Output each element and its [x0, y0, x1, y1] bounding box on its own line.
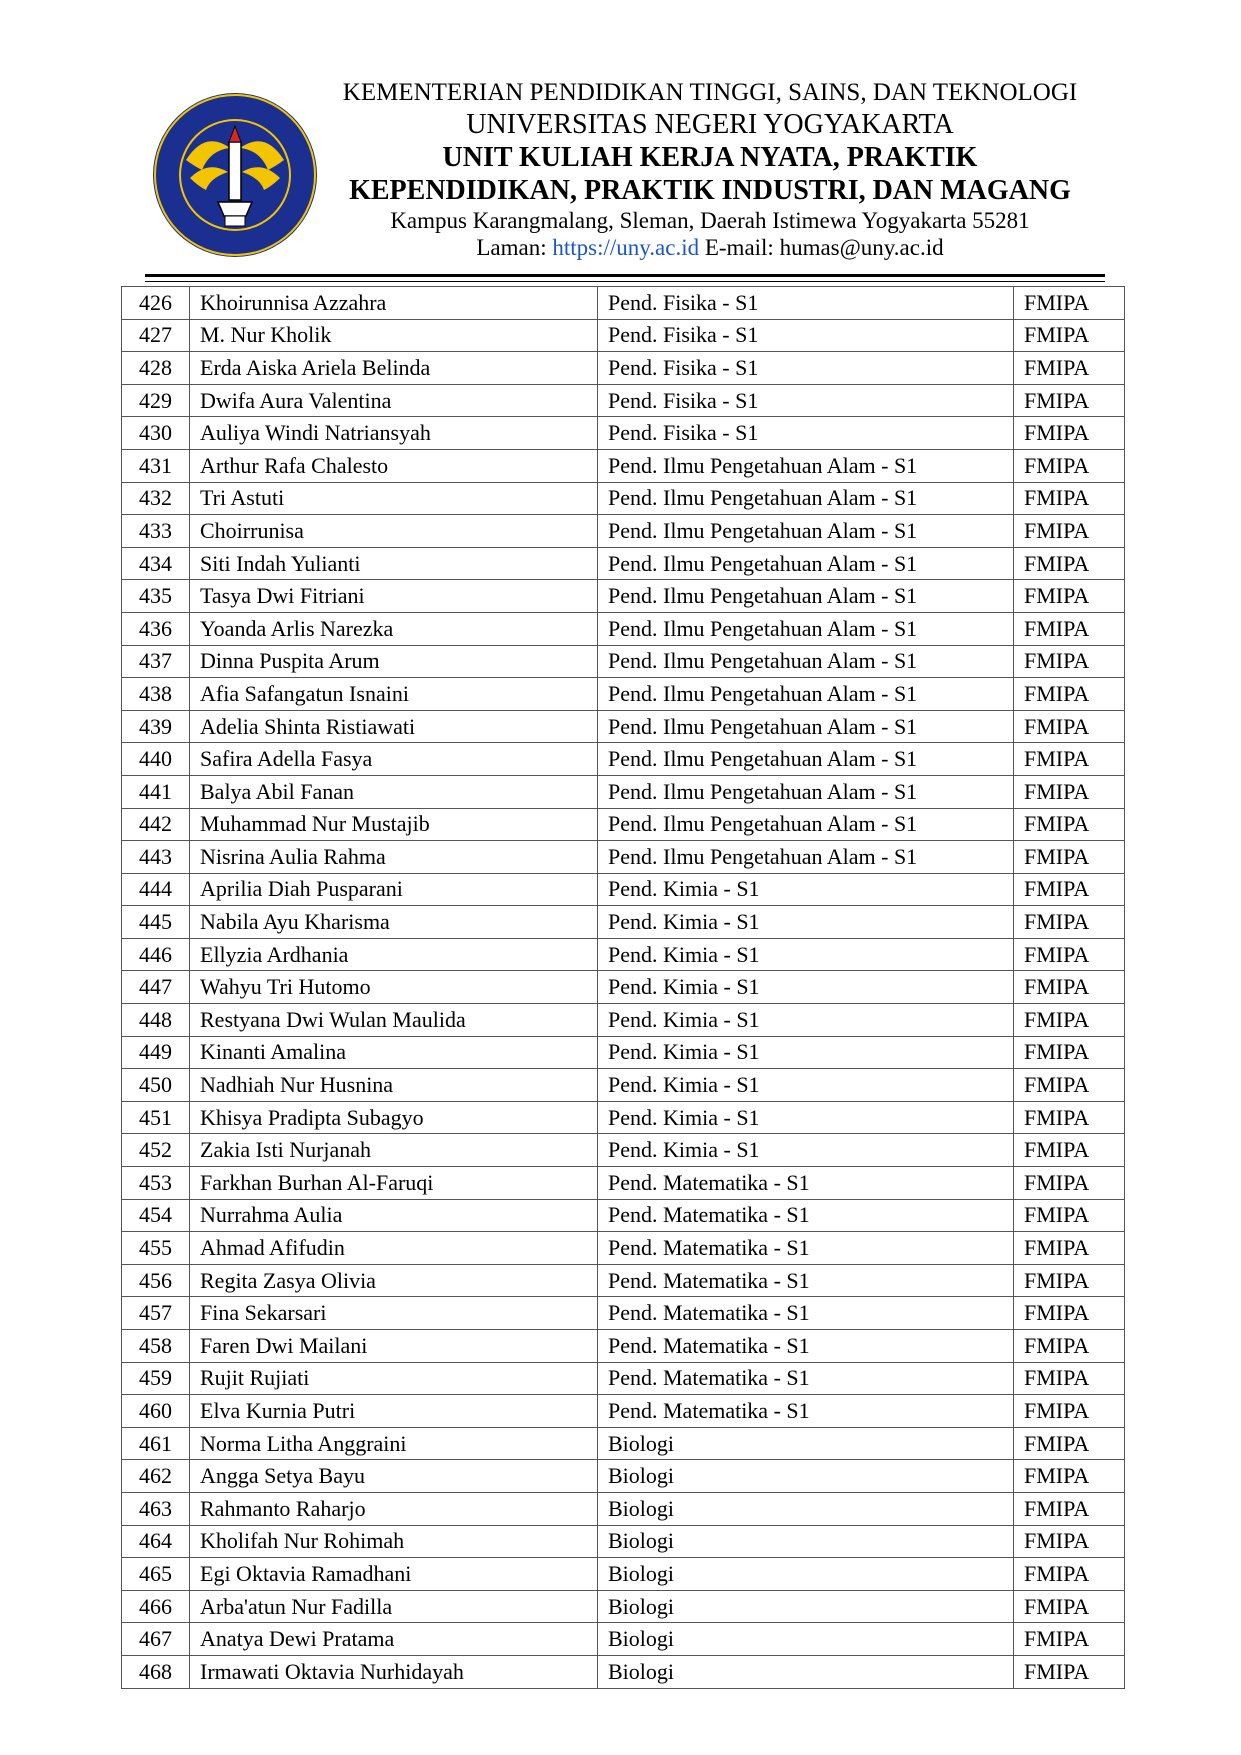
- row-number: 432: [122, 482, 190, 515]
- faculty: FMIPA: [1014, 1232, 1125, 1265]
- faculty: FMIPA: [1014, 1590, 1125, 1623]
- study-program: Biologi: [598, 1655, 1014, 1688]
- row-number: 461: [122, 1427, 190, 1460]
- faculty: FMIPA: [1014, 1655, 1125, 1688]
- student-name: Choirrunisa: [190, 515, 598, 548]
- row-number: 436: [122, 612, 190, 645]
- row-number: 448: [122, 1004, 190, 1037]
- table-row: [122, 1395, 1125, 1428]
- student-name: Nadhiah Nur Husnina: [190, 1069, 598, 1102]
- study-program: Biologi: [598, 1427, 1014, 1460]
- table-row: [122, 1167, 1125, 1200]
- row-number: 428: [122, 352, 190, 385]
- study-program: Biologi: [598, 1590, 1014, 1623]
- row-number: 445: [122, 906, 190, 939]
- student-name: Irmawati Oktavia Nurhidayah: [190, 1655, 598, 1688]
- row-number: 439: [122, 710, 190, 743]
- faculty: FMIPA: [1014, 1134, 1125, 1167]
- row-number: 464: [122, 1525, 190, 1558]
- row-number: 433: [122, 515, 190, 548]
- table-row: [122, 873, 1125, 906]
- faculty: FMIPA: [1014, 743, 1125, 776]
- study-program: Pend. Kimia - S1: [598, 1036, 1014, 1069]
- student-name: Egi Oktavia Ramadhani: [190, 1558, 598, 1591]
- faculty: FMIPA: [1014, 710, 1125, 743]
- table-row: [122, 1069, 1125, 1102]
- row-number: 431: [122, 449, 190, 482]
- table-row: [122, 1558, 1125, 1591]
- student-name: Adelia Shinta Ristiawati: [190, 710, 598, 743]
- row-number: 462: [122, 1460, 190, 1493]
- study-program: Pend. Ilmu Pengetahuan Alam - S1: [598, 547, 1014, 580]
- row-number: 450: [122, 1069, 190, 1102]
- faculty: FMIPA: [1014, 482, 1125, 515]
- table-row: [122, 612, 1125, 645]
- student-name: Arba'atun Nur Fadilla: [190, 1590, 598, 1623]
- faculty: FMIPA: [1014, 808, 1125, 841]
- address: Kampus Karangmalang, Sleman, Daerah Istimewa Yogyakarta 55281: [390, 207, 1030, 233]
- study-program: Biologi: [598, 1492, 1014, 1525]
- student-name: Ahmad Afifudin: [190, 1232, 598, 1265]
- table-row: [122, 1525, 1125, 1558]
- table-row: [122, 1297, 1125, 1330]
- ministry-name: KEMENTERIAN PENDIDIKAN TINGGI, SAINS, DAN TEKNOLOGI: [342, 79, 1078, 106]
- row-number: 467: [122, 1623, 190, 1656]
- faculty: FMIPA: [1014, 1069, 1125, 1102]
- table-row: [122, 1427, 1125, 1460]
- faculty: FMIPA: [1014, 1167, 1125, 1200]
- row-number: 430: [122, 417, 190, 450]
- student-name: Siti Indah Yulianti: [190, 547, 598, 580]
- student-name: Khisya Pradipta Subagyo: [190, 1101, 598, 1134]
- study-program: Pend. Matematika - S1: [598, 1167, 1014, 1200]
- study-program: Pend. Matematika - S1: [598, 1297, 1014, 1330]
- table-row: [122, 775, 1125, 808]
- table-row: [122, 287, 1125, 320]
- faculty: FMIPA: [1014, 319, 1125, 352]
- faculty: FMIPA: [1014, 1623, 1125, 1656]
- unit-name-line-2: KEPENDIDIKAN, PRAKTIK INDUSTRI, DAN MAGANG: [349, 174, 1071, 206]
- row-number: 460: [122, 1395, 190, 1428]
- faculty: FMIPA: [1014, 515, 1125, 548]
- table-row: [122, 1590, 1125, 1623]
- faculty: FMIPA: [1014, 1558, 1125, 1591]
- student-name: Balya Abil Fanan: [190, 775, 598, 808]
- faculty: FMIPA: [1014, 775, 1125, 808]
- student-name: Angga Setya Bayu: [190, 1460, 598, 1493]
- row-number: 457: [122, 1297, 190, 1330]
- student-name: Tasya Dwi Fitriani: [190, 580, 598, 613]
- row-number: 441: [122, 775, 190, 808]
- study-program: Pend. Ilmu Pengetahuan Alam - S1: [598, 645, 1014, 678]
- student-name: Farkhan Burhan Al-Faruqi: [190, 1167, 598, 1200]
- university-logo: [150, 90, 320, 260]
- faculty: FMIPA: [1014, 1036, 1125, 1069]
- table-row: [122, 1264, 1125, 1297]
- row-number: 440: [122, 743, 190, 776]
- table-row: [122, 1134, 1125, 1167]
- faculty: FMIPA: [1014, 1362, 1125, 1395]
- study-program: Pend. Ilmu Pengetahuan Alam - S1: [598, 841, 1014, 874]
- study-program: Pend. Kimia - S1: [598, 906, 1014, 939]
- row-number: 466: [122, 1590, 190, 1623]
- web-label: Laman:: [476, 234, 547, 260]
- row-number: 455: [122, 1232, 190, 1265]
- student-name: Norma Litha Anggraini: [190, 1427, 598, 1460]
- student-name: Auliya Windi Natriansyah: [190, 417, 598, 450]
- student-name: Erda Aiska Ariela Belinda: [190, 352, 598, 385]
- table-row: [122, 645, 1125, 678]
- student-name: Arthur Rafa Chalesto: [190, 449, 598, 482]
- table-row: [122, 1004, 1125, 1037]
- student-name: Safira Adella Fasya: [190, 743, 598, 776]
- study-program: Biologi: [598, 1623, 1014, 1656]
- student-name: Anatya Dewi Pratama: [190, 1623, 598, 1656]
- table-row: [122, 1199, 1125, 1232]
- study-program: Pend. Fisika - S1: [598, 319, 1014, 352]
- study-program: Pend. Ilmu Pengetahuan Alam - S1: [598, 743, 1014, 776]
- student-name: Muhammad Nur Mustajib: [190, 808, 598, 841]
- student-name: Rujit Rujiati: [190, 1362, 598, 1395]
- study-program: Pend. Ilmu Pengetahuan Alam - S1: [598, 580, 1014, 613]
- table-row: [122, 710, 1125, 743]
- faculty: FMIPA: [1014, 287, 1125, 320]
- row-number: 451: [122, 1101, 190, 1134]
- row-number: 454: [122, 1199, 190, 1232]
- faculty: FMIPA: [1014, 645, 1125, 678]
- study-program: Pend. Matematika - S1: [598, 1264, 1014, 1297]
- table-row: [122, 1460, 1125, 1493]
- faculty: FMIPA: [1014, 449, 1125, 482]
- row-number: 452: [122, 1134, 190, 1167]
- student-name: Ellyzia Ardhania: [190, 938, 598, 971]
- table-row: [122, 515, 1125, 548]
- faculty: FMIPA: [1014, 841, 1125, 874]
- row-number: 435: [122, 580, 190, 613]
- study-program: Pend. Ilmu Pengetahuan Alam - S1: [598, 775, 1014, 808]
- study-program: Pend. Ilmu Pengetahuan Alam - S1: [598, 710, 1014, 743]
- student-name: Khoirunnisa Azzahra: [190, 287, 598, 320]
- student-name: Faren Dwi Mailani: [190, 1330, 598, 1363]
- table-row: [122, 352, 1125, 385]
- student-name: Dinna Puspita Arum: [190, 645, 598, 678]
- table-row: [122, 906, 1125, 939]
- student-name: Nurrahma Aulia: [190, 1199, 598, 1232]
- faculty: FMIPA: [1014, 384, 1125, 417]
- student-name: Dwifa Aura Valentina: [190, 384, 598, 417]
- row-number: 443: [122, 841, 190, 874]
- study-program: Pend. Ilmu Pengetahuan Alam - S1: [598, 612, 1014, 645]
- contact-line: [300, 234, 1120, 261]
- student-name: Kholifah Nur Rohimah: [190, 1525, 598, 1558]
- study-program: Pend. Kimia - S1: [598, 873, 1014, 906]
- table-row: [122, 1362, 1125, 1395]
- study-program: Pend. Fisika - S1: [598, 417, 1014, 450]
- faculty: FMIPA: [1014, 352, 1125, 385]
- table-row: [122, 841, 1125, 874]
- faculty: FMIPA: [1014, 1525, 1125, 1558]
- row-number: 446: [122, 938, 190, 971]
- study-program: Pend. Kimia - S1: [598, 1134, 1014, 1167]
- row-number: 437: [122, 645, 190, 678]
- table-row: [122, 971, 1125, 1004]
- faculty: FMIPA: [1014, 417, 1125, 450]
- university-name: UNIVERSITAS NEGERI YOGYAKARTA: [466, 108, 954, 140]
- table-row: [122, 482, 1125, 515]
- faculty: FMIPA: [1014, 1264, 1125, 1297]
- study-program: Pend. Ilmu Pengetahuan Alam - S1: [598, 808, 1014, 841]
- row-number: 463: [122, 1492, 190, 1525]
- study-program: Pend. Kimia - S1: [598, 1101, 1014, 1134]
- table-row: [122, 1036, 1125, 1069]
- study-program: Pend. Matematika - S1: [598, 1362, 1014, 1395]
- row-number: 427: [122, 319, 190, 352]
- faculty: FMIPA: [1014, 1101, 1125, 1134]
- study-program: Pend. Ilmu Pengetahuan Alam - S1: [598, 482, 1014, 515]
- study-program: Pend. Ilmu Pengetahuan Alam - S1: [598, 515, 1014, 548]
- study-program: Pend. Matematika - S1: [598, 1199, 1014, 1232]
- table-row: [122, 938, 1125, 971]
- row-number: 438: [122, 678, 190, 711]
- row-number: 426: [122, 287, 190, 320]
- header-divider-thick: [145, 274, 1105, 277]
- faculty: FMIPA: [1014, 938, 1125, 971]
- faculty: FMIPA: [1014, 873, 1125, 906]
- faculty: FMIPA: [1014, 580, 1125, 613]
- study-program: Pend. Kimia - S1: [598, 1004, 1014, 1037]
- student-name: Aprilia Diah Pusparani: [190, 873, 598, 906]
- student-name: Zakia Isti Nurjanah: [190, 1134, 598, 1167]
- uny-emblem-icon: [150, 90, 320, 260]
- study-program: Pend. Ilmu Pengetahuan Alam - S1: [598, 678, 1014, 711]
- row-number: 459: [122, 1362, 190, 1395]
- letterhead: [300, 78, 1120, 261]
- faculty: FMIPA: [1014, 1297, 1125, 1330]
- row-number: 458: [122, 1330, 190, 1363]
- table-row: [122, 1330, 1125, 1363]
- email-text: E-mail: humas@uny.ac.id: [704, 234, 944, 260]
- study-program: Pend. Kimia - S1: [598, 1069, 1014, 1102]
- table-row: [122, 580, 1125, 613]
- faculty: FMIPA: [1014, 971, 1125, 1004]
- row-number: 429: [122, 384, 190, 417]
- study-program: Pend. Fisika - S1: [598, 352, 1014, 385]
- header-divider-thin: [145, 281, 1105, 282]
- student-name: M. Nur Kholik: [190, 319, 598, 352]
- unit-name-line-1: UNIT KULIAH KERJA NYATA, PRAKTIK: [442, 141, 978, 173]
- row-number: 447: [122, 971, 190, 1004]
- study-program: Biologi: [598, 1460, 1014, 1493]
- table-row: [122, 1623, 1125, 1656]
- faculty: FMIPA: [1014, 1427, 1125, 1460]
- student-name: Nabila Ayu Kharisma: [190, 906, 598, 939]
- study-program: Pend. Ilmu Pengetahuan Alam - S1: [598, 449, 1014, 482]
- row-number: 434: [122, 547, 190, 580]
- table-row: [122, 1101, 1125, 1134]
- student-name: Regita Zasya Olivia: [190, 1264, 598, 1297]
- student-name: Rahmanto Raharjo: [190, 1492, 598, 1525]
- student-name: Tri Astuti: [190, 482, 598, 515]
- faculty: FMIPA: [1014, 1199, 1125, 1232]
- study-program: Pend. Fisika - S1: [598, 384, 1014, 417]
- study-program: Pend. Matematika - S1: [598, 1395, 1014, 1428]
- table-row: [122, 449, 1125, 482]
- study-program: Pend. Matematika - S1: [598, 1232, 1014, 1265]
- student-name: Nisrina Aulia Rahma: [190, 841, 598, 874]
- study-program: Pend. Kimia - S1: [598, 971, 1014, 1004]
- student-name: Yoanda Arlis Narezka: [190, 612, 598, 645]
- student-name: Wahyu Tri Hutomo: [190, 971, 598, 1004]
- website-link[interactable]: https://uny.ac.id: [552, 234, 700, 260]
- faculty: FMIPA: [1014, 612, 1125, 645]
- row-number: 449: [122, 1036, 190, 1069]
- table-row: [122, 678, 1125, 711]
- study-program: Biologi: [598, 1558, 1014, 1591]
- student-name: Elva Kurnia Putri: [190, 1395, 598, 1428]
- faculty: FMIPA: [1014, 1460, 1125, 1493]
- table-row: [122, 384, 1125, 417]
- row-number: 468: [122, 1655, 190, 1688]
- faculty: FMIPA: [1014, 1395, 1125, 1428]
- table-row: [122, 319, 1125, 352]
- student-table: [121, 286, 1125, 1689]
- faculty: FMIPA: [1014, 906, 1125, 939]
- student-name: Fina Sekarsari: [190, 1297, 598, 1330]
- faculty: FMIPA: [1014, 547, 1125, 580]
- row-number: 465: [122, 1558, 190, 1591]
- row-number: 444: [122, 873, 190, 906]
- table-row: [122, 1232, 1125, 1265]
- faculty: FMIPA: [1014, 1004, 1125, 1037]
- study-program: Pend. Matematika - S1: [598, 1330, 1014, 1363]
- faculty: FMIPA: [1014, 678, 1125, 711]
- table-row: [122, 417, 1125, 450]
- table-row: [122, 1492, 1125, 1525]
- study-program: Biologi: [598, 1525, 1014, 1558]
- student-name: Kinanti Amalina: [190, 1036, 598, 1069]
- study-program: Pend. Kimia - S1: [598, 938, 1014, 971]
- table-row: [122, 547, 1125, 580]
- row-number: 456: [122, 1264, 190, 1297]
- table-row: [122, 1655, 1125, 1688]
- row-number: 442: [122, 808, 190, 841]
- table-row: [122, 743, 1125, 776]
- faculty: FMIPA: [1014, 1492, 1125, 1525]
- faculty: FMIPA: [1014, 1330, 1125, 1363]
- row-number: 453: [122, 1167, 190, 1200]
- study-program: Pend. Fisika - S1: [598, 287, 1014, 320]
- table-row: [122, 808, 1125, 841]
- student-name: Afia Safangatun Isnaini: [190, 678, 598, 711]
- student-name: Restyana Dwi Wulan Maulida: [190, 1004, 598, 1037]
